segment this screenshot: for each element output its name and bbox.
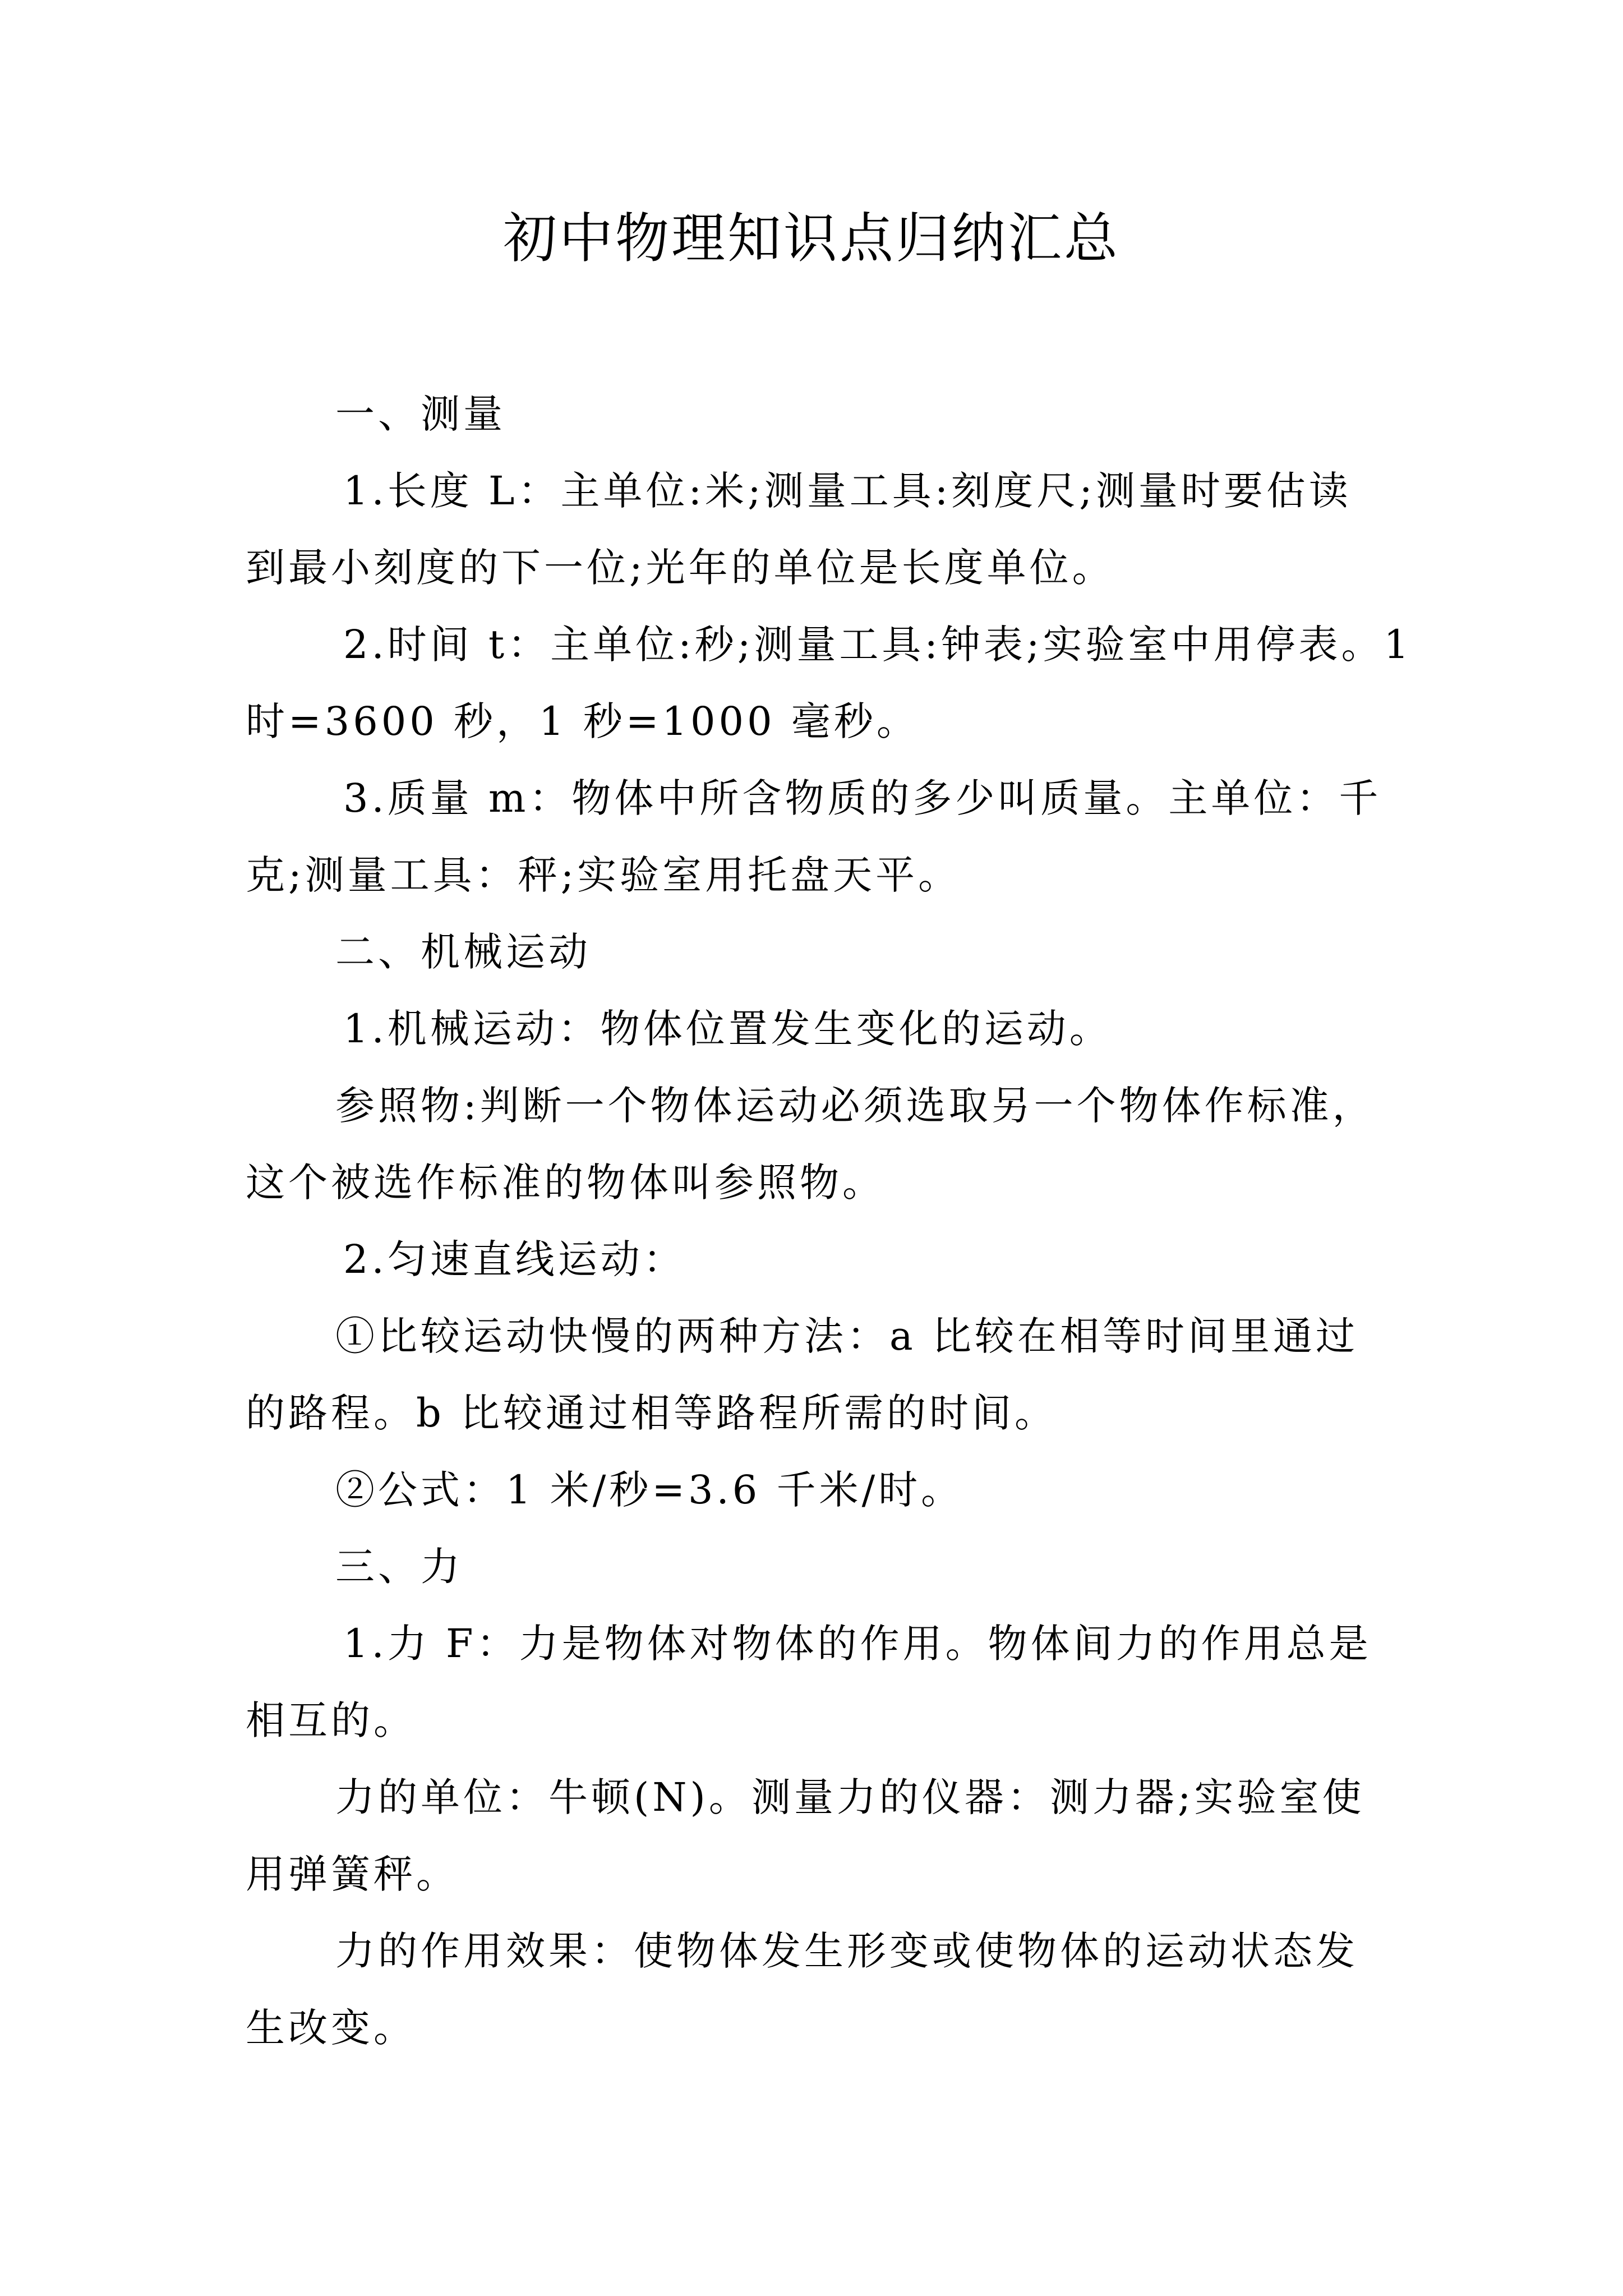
- paragraph-line: 1.机械运动：物体位置发生变化的运动。: [343, 1006, 1112, 1052]
- paragraph-line: 到最小刻度的下一位;光年的单位是长度单位。: [246, 545, 1115, 591]
- paragraph-line: 1.长度 L：主单位:米;测量工具:刻度尺;测量时要估读: [343, 468, 1352, 514]
- paragraph-line: 克;测量工具：秤;实验室用托盘天平。: [246, 852, 961, 898]
- paragraph-line: 1.力 F：力是物体对物体的作用。物体间力的作用总是: [343, 1621, 1372, 1667]
- paragraph-line: 相互的。: [246, 1697, 416, 1743]
- section-heading-measurement: 一、测量: [335, 391, 506, 437]
- paragraph-line: 这个被选作标准的物体叫参照物。: [246, 1159, 885, 1205]
- paragraph-line: 3.质量 m：物体中所含物质的多少叫质量。主单位：千: [343, 775, 1382, 821]
- paragraph-line: 力的单位：牛顿(N)。测量力的仪器：测力器;实验室使: [335, 1774, 1365, 1820]
- paragraph-line: 时=3600 秒，1 秒=1000 毫秒。: [246, 698, 919, 744]
- paragraph-line: 2.匀速直线运动：: [343, 1236, 686, 1282]
- paragraph-line: 力的作用效果：使物体发生形变或使物体的运动状态发: [335, 1928, 1358, 1974]
- paragraph-line: ①比较运动快慢的两种方法：a 比较在相等时间里通过: [335, 1313, 1358, 1359]
- paragraph-line: 的路程。b 比较通过相等路程所需的时间。: [246, 1390, 1058, 1436]
- section-heading-mechanical-motion: 二、机械运动: [335, 929, 591, 975]
- paragraph-line: 2.时间 t：主单位:秒;测量工具:钟表;实验室中用停表。1: [343, 622, 1413, 668]
- paragraph-line: 生改变。: [246, 2005, 416, 2051]
- paragraph-line: 参照物:判断一个物体运动必须选取另一个物体作标准，: [335, 1083, 1375, 1129]
- document-title: 初中物理知识点归纳汇总: [503, 207, 1120, 270]
- paragraph-line: ②公式：1 米/秒=3.6 千米/时。: [335, 1467, 964, 1513]
- paragraph-line: 用弹簧秤。: [246, 1851, 459, 1897]
- section-heading-force: 三、力: [335, 1544, 463, 1590]
